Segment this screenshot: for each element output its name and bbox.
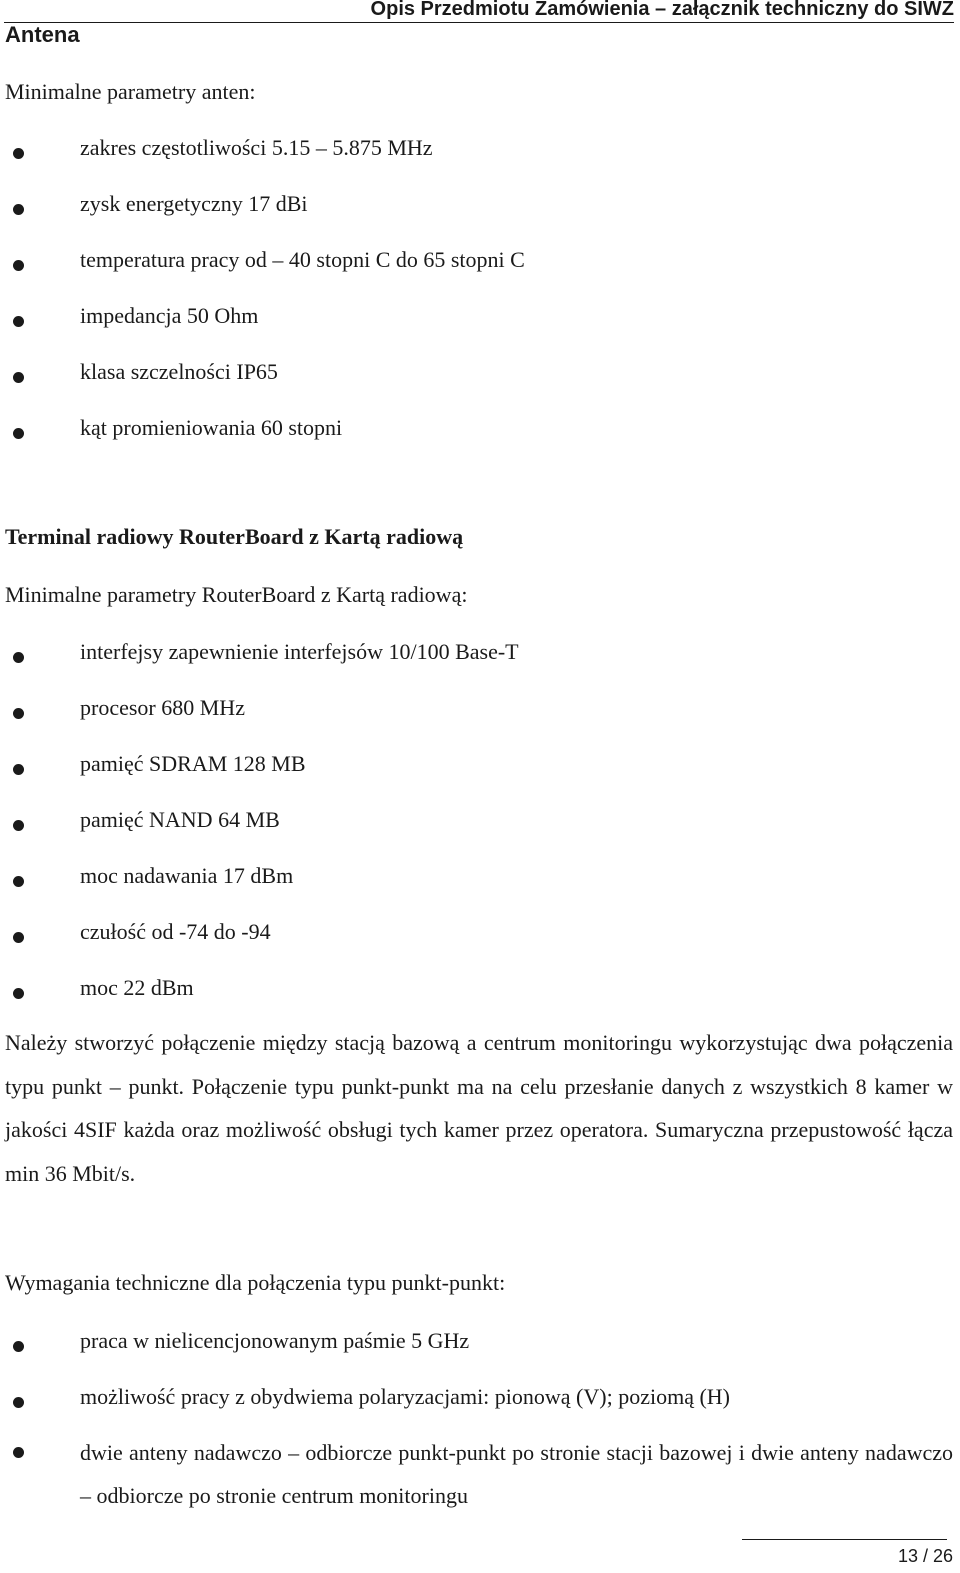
list-item: klasa szczelności IP65 [0, 357, 960, 413]
connection-paragraph: Należy stworzyć połączenie między stacją bazową a centrum monitoringu wykorzystując dwa połączenia typu punkt – punkt. Połączenie typu punkt-punkt ma na celu przesłanie danych z wszystkich 8 kamer w jakości 4SIF każda oraz możliwość obsługi tych kamer przez operatora. Sumaryczna przepustowość łącza min 36 Mbit/s. [5, 1030, 953, 1186]
list-item: kąt promieniowania 60 stopni [0, 413, 960, 469]
bullet-icon [13, 820, 24, 831]
section-heading-antena: Antena [5, 22, 80, 47]
list-item: moc nadawania 17 dBm [0, 861, 960, 917]
list-item: procesor 680 MHz [0, 693, 960, 749]
list-item: temperatura pracy od – 40 stopni C do 65 stopni C [0, 245, 960, 301]
list-item: możliwość pracy z obydwiema polaryzacjami: pionową (V); poziomą (H) [0, 1382, 960, 1438]
section-heading-terminal: Terminal radiowy RouterBoard z Kartą radiową [5, 524, 464, 549]
list-item: czułość od -74 do -94 [0, 917, 960, 973]
list-item: zysk energetyczny 17 dBi [0, 189, 960, 245]
terminal-intro: Minimalne parametry RouterBoard z Kartą radiową: [5, 582, 468, 607]
list-item: pamięć SDRAM 128 MB [0, 749, 960, 805]
bullet-icon [13, 204, 24, 215]
bullet-icon [13, 1397, 24, 1408]
header-rule [4, 22, 954, 23]
bullet-icon [13, 764, 24, 775]
requirements-list [0, 1326, 960, 1438]
requirements-intro: Wymagania techniczne dla połączenia typu punkt-punkt: [5, 1270, 506, 1295]
bullet-icon [13, 372, 24, 383]
bullet-icon [13, 932, 24, 943]
list-item: impedancja 50 Ohm [0, 301, 960, 357]
bullet-icon [13, 428, 24, 439]
bullet-icon [13, 652, 24, 663]
bullet-icon [13, 316, 24, 327]
bullet-icon [13, 148, 24, 159]
terminal-params-list [0, 637, 960, 1029]
document-header-title: Opis Przedmiotu Zamówienia – załącznik techniczny do SIWZ [370, 0, 954, 20]
bullet-icon [13, 708, 24, 719]
list-item: zakres częstotliwości 5.15 – 5.875 MHz [0, 133, 960, 189]
bullet-icon [13, 988, 24, 999]
list-item: praca w nielicencjonowanym paśmie 5 GHz [0, 1326, 960, 1382]
bullet-icon [13, 1341, 24, 1352]
list-item: pamięć NAND 64 MB [0, 805, 960, 861]
list-item: interfejsy zapewnienie interfejsów 10/100 Base-T [0, 637, 960, 693]
antenna-intro: Minimalne parametry anten: [5, 79, 256, 104]
bullet-icon [13, 1447, 24, 1458]
list-item: moc 22 dBm [0, 973, 960, 1029]
antenna-params-list [0, 133, 960, 469]
footer-rule [742, 1539, 947, 1540]
page-number: 13 / 26 [897, 1546, 953, 1566]
bullet-icon [13, 876, 24, 887]
list-item-antennas: dwie anteny nadawczo – odbiorcze punkt-punkt po stronie stacji bazowej i dwie anteny nadawczo – odbiorcze po stronie centrum monitoringu [80, 1440, 953, 1508]
bullet-icon [13, 260, 24, 271]
